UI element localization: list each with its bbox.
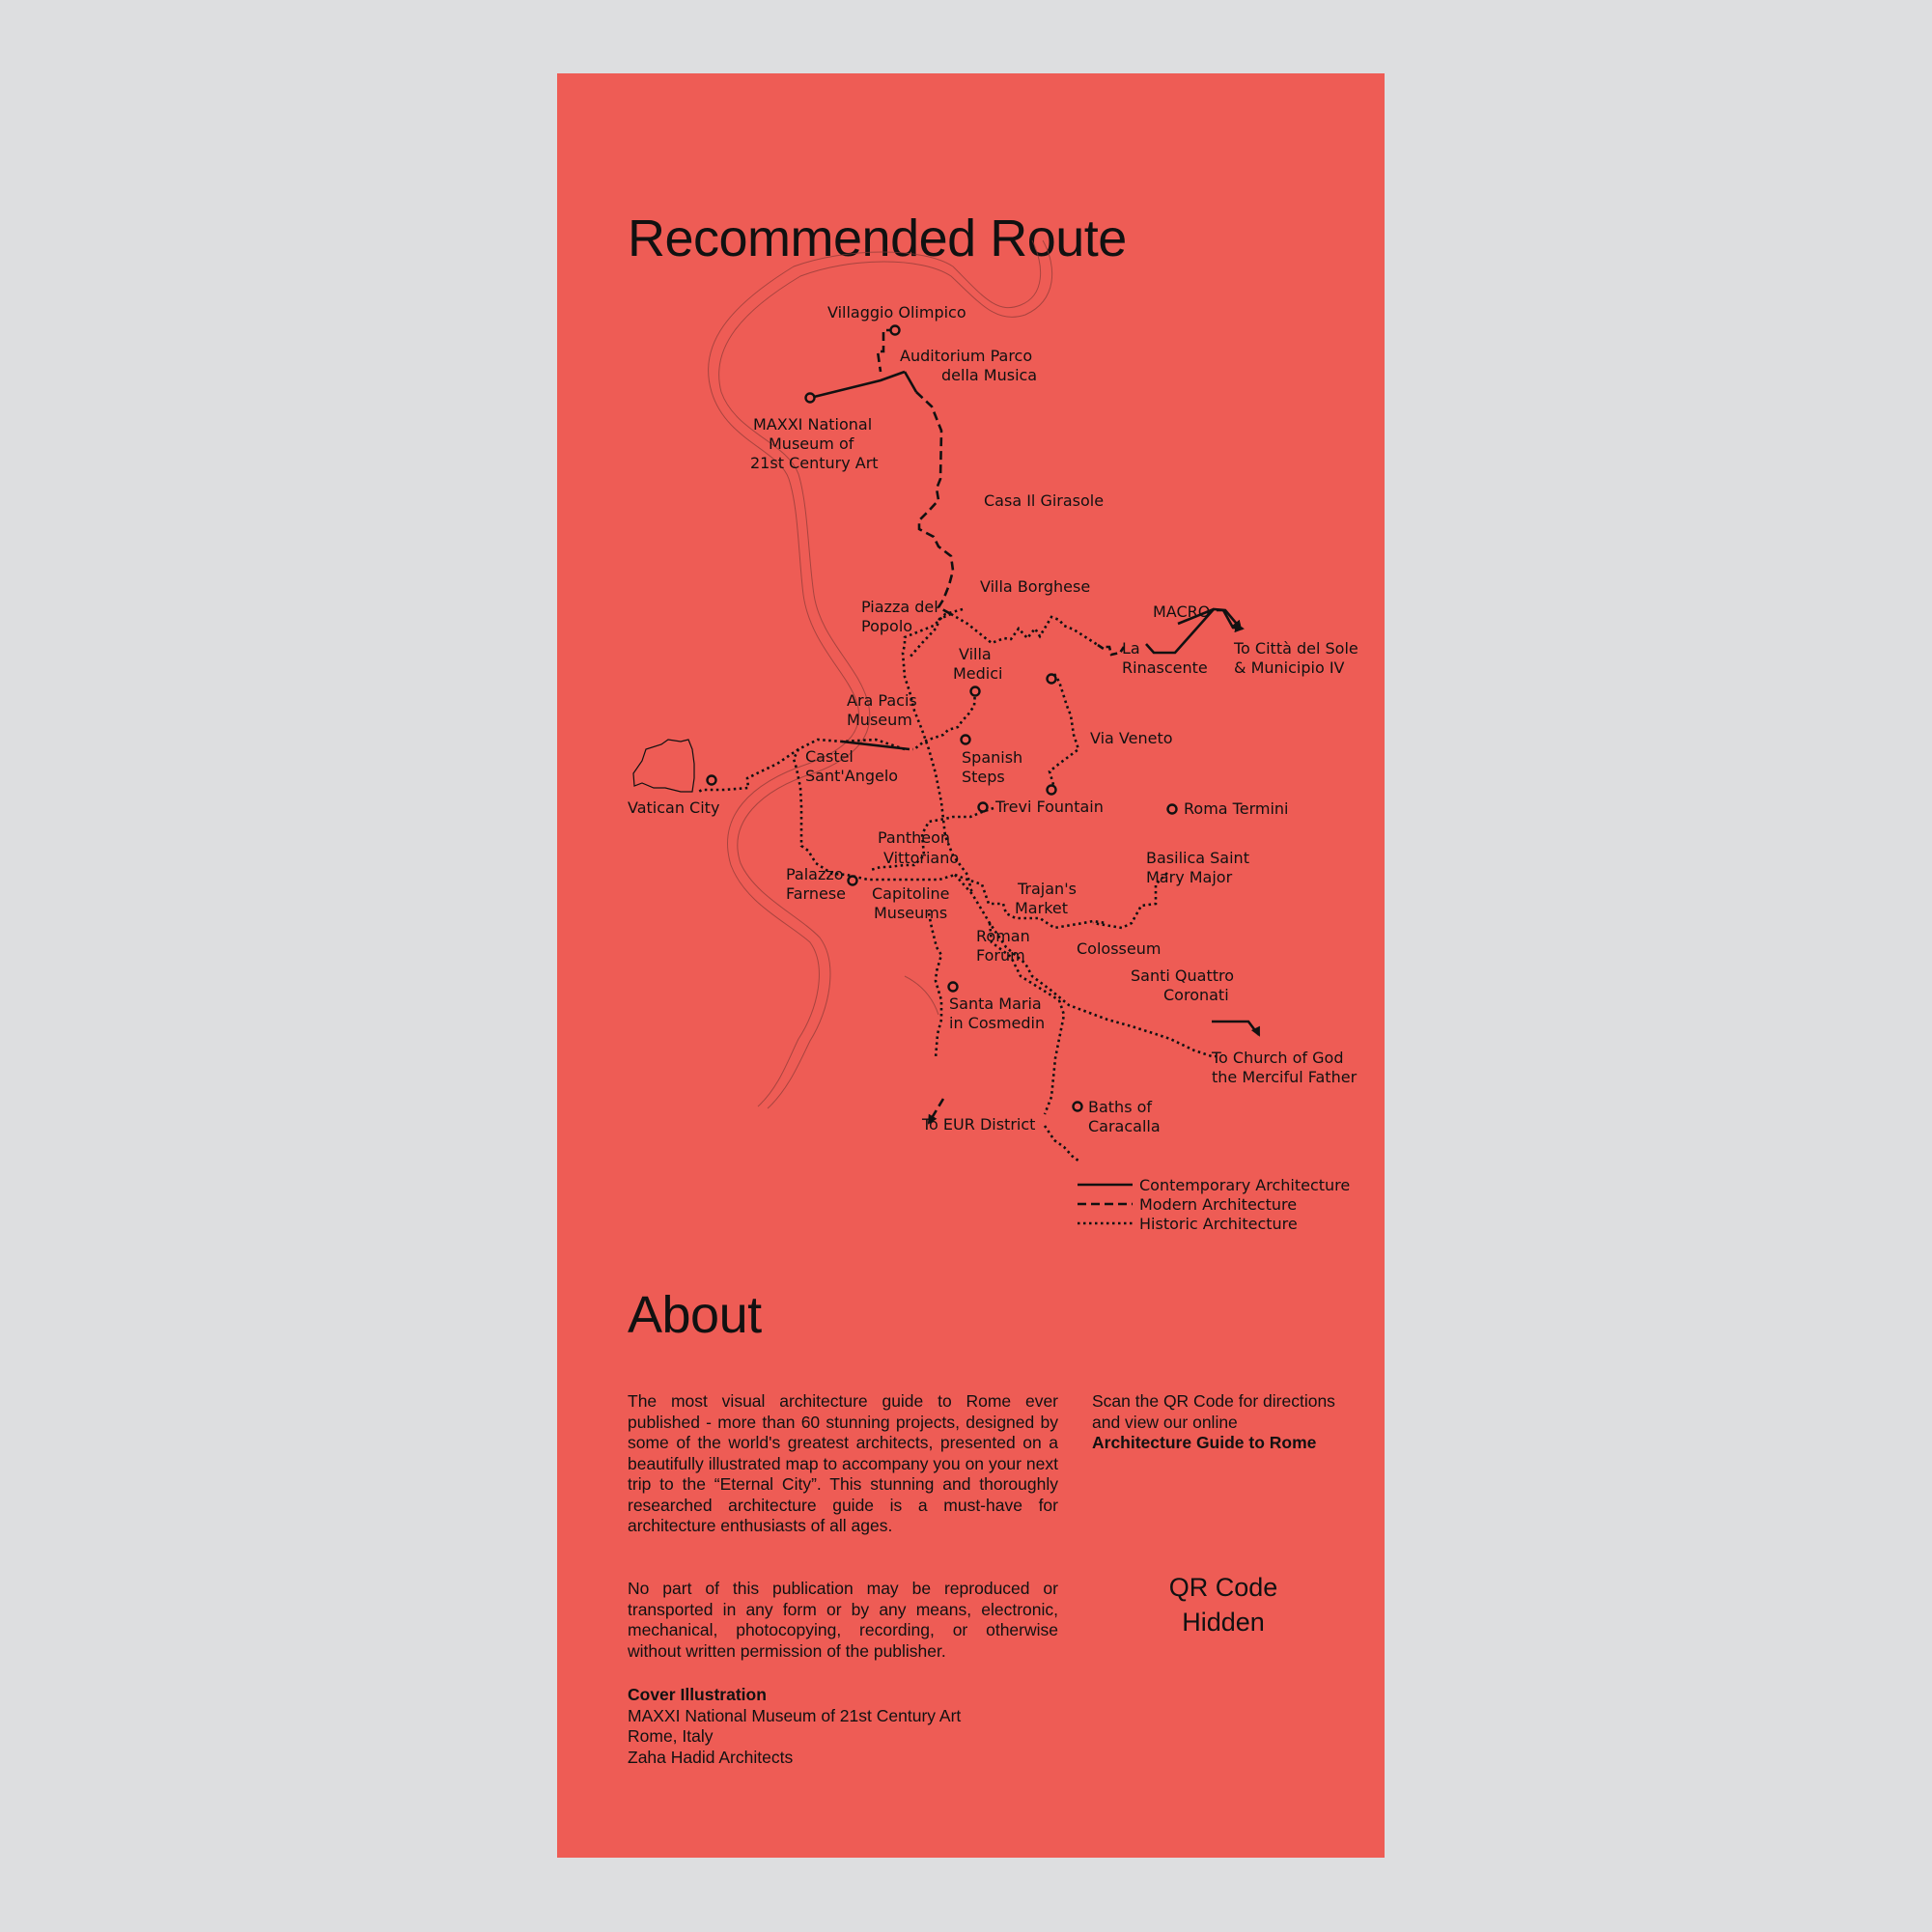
label-cosmedin-1: Santa Maria	[949, 994, 1042, 1013]
legend-modern: Modern Architecture	[1139, 1195, 1298, 1214]
stop-via-veneto-bottom	[1048, 786, 1056, 795]
stop-palazzo-farnese	[849, 877, 857, 885]
qr-instructions	[1092, 1391, 1362, 1454]
credit-line-2: Rome, Italy	[628, 1726, 714, 1746]
credit-heading: Cover Illustration	[628, 1685, 767, 1704]
stop-caracalla	[1074, 1103, 1082, 1111]
label-vittoriano: Vittoriano	[883, 849, 960, 867]
stop-vatican	[708, 776, 716, 785]
map-legend	[1078, 1176, 1350, 1233]
label-vatican: Vatican City	[628, 798, 720, 817]
credit-line-1: MAXXI National Museum of 21st Century Art	[628, 1705, 962, 1725]
label-casa: Casa Il Girasole	[984, 491, 1105, 510]
label-palazzo-1: Palazzo	[786, 865, 844, 883]
about-title: About	[628, 1286, 762, 1344]
label-quattro-1: Santi Quattro	[1131, 966, 1235, 985]
label-caracalla-2: Caracalla	[1088, 1117, 1161, 1135]
label-capitoline-2: Museums	[874, 904, 948, 922]
label-citta-1: To Città del Sole	[1234, 639, 1358, 658]
about-paragraph-2: No part of this publication may be reproduced or transported in any form or by any means, electronic, mechanical, photocopying, recording, or otherwise without written permission of the publisher.	[628, 1579, 1058, 1661]
poster	[557, 73, 1385, 1858]
label-borghese: Villa Borghese	[980, 577, 1091, 596]
qr-link[interactable]: Architecture Guide to Rome	[1092, 1433, 1317, 1452]
label-trajan-1: Trajan's	[1018, 880, 1077, 898]
label-trevi: Trevi Fountain	[995, 798, 1104, 816]
label-auditorium-1: Auditorium Parco	[900, 347, 1033, 365]
label-arapacis-1: Ara Pacis	[847, 691, 917, 710]
stop-villaggio-olimpico	[891, 326, 900, 335]
label-popolo-1: Piazza del	[861, 598, 938, 616]
stop-cosmedin	[949, 983, 958, 992]
label-quattro-2: Coronati	[1163, 986, 1229, 1004]
cover-credit	[628, 1685, 961, 1768]
label-medici-1: Villa	[959, 645, 992, 663]
label-colosseum: Colosseum	[1077, 939, 1162, 958]
label-veneto: Via Veneto	[1090, 729, 1173, 747]
label-auditorium-2: della Musica	[941, 366, 1038, 384]
label-arapacis-2: Museum	[847, 711, 912, 729]
label-maxxi-2: Museum of	[769, 434, 854, 453]
label-capitoline-1: Capitoline	[872, 884, 950, 903]
label-castel-2: Sant'Angelo	[805, 767, 899, 785]
label-castel-1: Castel	[805, 747, 854, 766]
label-popolo-2: Popolo	[861, 617, 913, 635]
about-paragraph-1: The most visual architecture guide to Rome ever published - more than 60 stunning projects, designed by some of the world's greatest architects, presented on a beautifully illustrated map to accompany you on your next trip to the “Eternal City”. This stunning and thoroughly researched architecture guide is a must-have for architecture enthusiasts of all ages.	[628, 1391, 1058, 1535]
label-villaggio: Villaggio Olimpico	[827, 303, 966, 322]
label-eur: To EUR District	[922, 1115, 1036, 1134]
route-historic	[697, 609, 1217, 1161]
label-palazzo-2: Farnese	[786, 884, 846, 903]
stop-termini	[1168, 805, 1177, 814]
label-citta-2: & Municipio IV	[1234, 658, 1345, 677]
stop-trevi	[979, 803, 988, 812]
label-church-1: To Church of God	[1212, 1049, 1344, 1067]
stop-via-veneto-top	[1048, 675, 1056, 684]
label-medici-2: Medici	[953, 664, 1003, 683]
label-spanish-2: Steps	[962, 768, 1005, 786]
label-basilica-2: Mary Major	[1146, 868, 1233, 886]
label-church-2: the Merciful Father	[1212, 1068, 1358, 1086]
label-spanish-1: Spanish	[962, 748, 1023, 767]
label-rinascente-2: Rinascente	[1122, 658, 1208, 677]
stop-maxxi	[806, 394, 815, 403]
qr-placeholder-line-2: Hidden	[1182, 1608, 1265, 1637]
credit-line-3: Zaha Hadid Architects	[628, 1747, 794, 1767]
qr-placeholder-line-1: QR Code	[1168, 1573, 1278, 1602]
label-pantheon: Pantheon	[878, 828, 951, 847]
route-title: Recommended Route	[628, 210, 1127, 267]
label-maxxi-3: 21st Century Art	[750, 454, 879, 472]
legend-historic: Historic Architecture	[1139, 1215, 1298, 1233]
stop-villa-medici	[971, 687, 980, 696]
label-caracalla-1: Baths of	[1088, 1098, 1153, 1116]
stop-spanish-steps	[962, 736, 970, 744]
vatican-outline	[633, 740, 694, 792]
route-to-church-arrow	[1212, 1022, 1259, 1035]
label-termini: Roma Termini	[1184, 799, 1289, 818]
label-forum-2: Forum	[976, 946, 1025, 965]
legend-contemporary: Contemporary Architecture	[1139, 1176, 1351, 1194]
label-cosmedin-2: in Cosmedin	[949, 1014, 1046, 1032]
label-rinascente-1: La	[1122, 639, 1140, 658]
label-basilica-1: Basilica Saint	[1146, 849, 1249, 867]
label-maxxi-1: MAXXI National	[753, 415, 873, 434]
label-macro: MACRO	[1153, 602, 1211, 621]
map-labels	[628, 303, 1358, 1135]
qr-code-placeholder[interactable]	[1127, 1570, 1320, 1639]
label-forum-1: Roman	[976, 927, 1030, 945]
qr-text: Scan the QR Code for directions and view our online	[1092, 1391, 1335, 1432]
label-trajan-2: Market	[1015, 899, 1068, 917]
